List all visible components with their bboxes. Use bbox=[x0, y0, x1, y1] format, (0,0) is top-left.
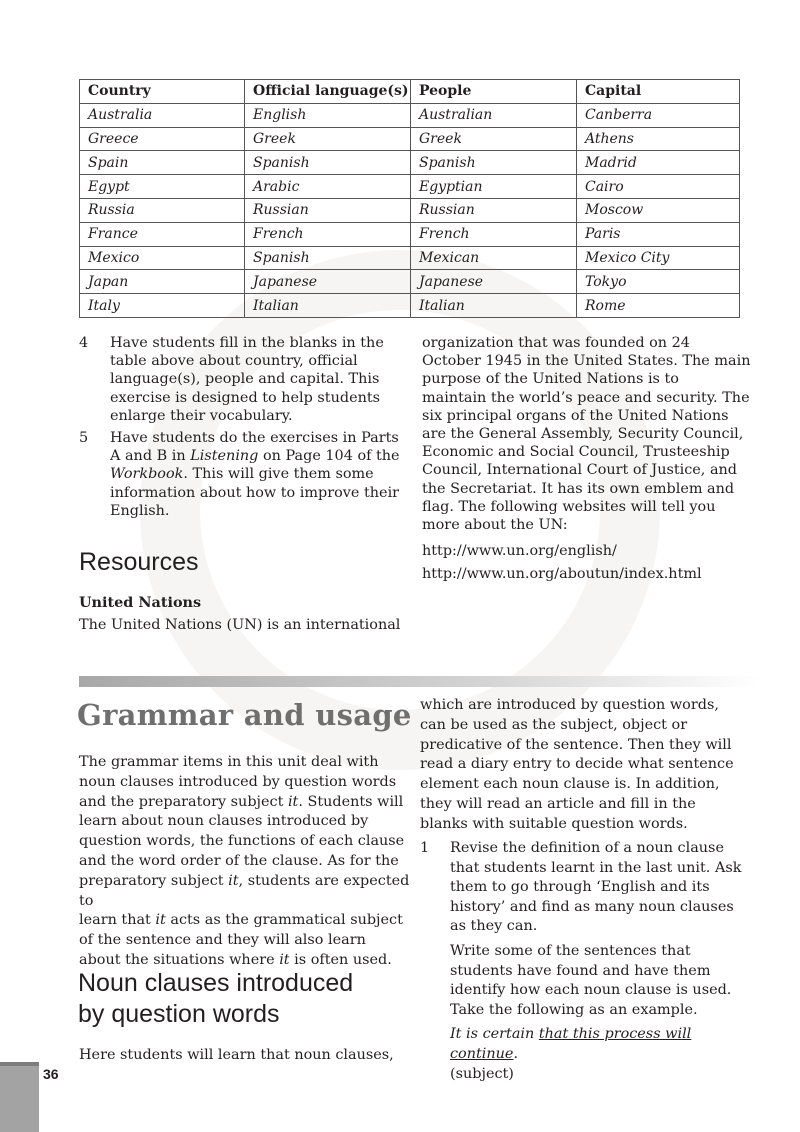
item-line: identify how each noun clause is used. bbox=[450, 982, 732, 999]
table-row bbox=[80, 222, 740, 246]
un-links bbox=[422, 540, 702, 586]
table-cell: Russian bbox=[245, 198, 411, 222]
item-line: as they can. bbox=[450, 918, 538, 935]
table-cell: English bbox=[245, 103, 411, 127]
text-line: read a diary entry to decide what sentence bbox=[420, 756, 734, 773]
table-header-people: People bbox=[411, 80, 577, 104]
table-cell: Italian bbox=[411, 294, 577, 318]
table-cell: Spanish bbox=[411, 151, 577, 175]
table-row bbox=[80, 151, 740, 175]
table-header-capital: Capital bbox=[577, 80, 740, 104]
table-cell: Japanese bbox=[245, 270, 411, 294]
table-cell: Japanese bbox=[411, 270, 577, 294]
table-cell: Japan bbox=[80, 270, 245, 294]
table-header-row bbox=[80, 80, 740, 104]
resources-heading: Resources bbox=[79, 548, 199, 576]
table-cell: Italian bbox=[245, 294, 411, 318]
table-row bbox=[80, 175, 740, 199]
table-cell: Madrid bbox=[577, 151, 740, 175]
united-nations-subheading: United Nations bbox=[79, 594, 202, 611]
un-link-english[interactable]: http://www.un.org/english/ bbox=[422, 543, 617, 559]
table-cell: Australian bbox=[411, 103, 577, 127]
example-sentence: It is certain that this process will continue. bbox=[450, 1026, 692, 1062]
text-line: predicative of the sentence. Then they will bbox=[420, 736, 732, 753]
example-noun-clause: that this process will continue bbox=[450, 1026, 692, 1062]
noun-clauses-heading: Noun clauses introduced by question words bbox=[78, 969, 354, 1028]
text-line: can be used as the subject, object or bbox=[420, 716, 688, 733]
text-line: October 1945 in the United States. The main bbox=[422, 353, 751, 370]
text-line: question words, the functions of each clause bbox=[79, 833, 405, 850]
grammar-right-text bbox=[420, 696, 755, 835]
text-line: maintain the world’s peace and security. The bbox=[422, 389, 750, 406]
item-number: 1 bbox=[420, 840, 430, 856]
table-cell: Egypt bbox=[80, 175, 245, 199]
table-cell: Arabic bbox=[245, 175, 411, 199]
text-line: they will read an article and fill in the bbox=[420, 795, 696, 812]
table-cell: Spanish bbox=[245, 246, 411, 270]
page-tab-top-edge bbox=[0, 1062, 39, 1066]
item-number: 5 bbox=[79, 430, 89, 446]
table-row bbox=[80, 198, 740, 222]
text-line: The grammar items in this unit deal with bbox=[79, 754, 379, 770]
workbook-title: Workbook bbox=[110, 466, 184, 483]
table-cell: Greece bbox=[80, 127, 245, 151]
table-cell: Moscow bbox=[577, 198, 740, 222]
table-cell: Spanish bbox=[245, 151, 411, 175]
item-line: enlarge their vocabulary. bbox=[110, 407, 293, 424]
text-line: more about the UN: bbox=[422, 517, 568, 534]
table-cell: Australia bbox=[80, 103, 245, 127]
table-cell: French bbox=[245, 222, 411, 246]
item-line: them to go through ‘English and its bbox=[450, 879, 710, 896]
item-line: students have found and have them bbox=[450, 962, 711, 979]
table-cell: Greek bbox=[245, 127, 411, 151]
text-line: learn that it acts as the grammatical subject bbox=[79, 912, 403, 929]
noun-clauses-intro: Here students will learn that noun clauses, bbox=[79, 1047, 394, 1063]
table-cell: Greek bbox=[411, 127, 577, 151]
table-row bbox=[80, 103, 740, 127]
text-line: are the General Assembly, Security Council, bbox=[422, 426, 744, 443]
page-tab bbox=[0, 1066, 39, 1132]
table-cell: Paris bbox=[577, 222, 740, 246]
table-cell: Cairo bbox=[577, 175, 740, 199]
table-cell: Mexico bbox=[80, 246, 245, 270]
table-cell: Canberra bbox=[577, 103, 740, 127]
table-cell: Spain bbox=[80, 151, 245, 175]
text-line: Council, International Court of Justice, and bbox=[422, 462, 738, 479]
text-line: noun clauses introduced by question words bbox=[79, 773, 397, 790]
instruction-item-4 bbox=[79, 334, 401, 425]
text-line: the Secretariat. It has its own emblem and bbox=[422, 480, 735, 497]
table-cell: Egyptian bbox=[411, 175, 577, 199]
item-line: that students learnt in the last unit. Ask bbox=[450, 859, 742, 876]
text-line: flag. The following websites will tell you bbox=[422, 498, 716, 515]
table-cell: France bbox=[80, 222, 245, 246]
text-line: about the situations where it is often used. bbox=[79, 951, 392, 968]
text-line: and the preparatory subject it. Students will bbox=[79, 793, 404, 810]
table-cell: French bbox=[411, 222, 577, 246]
table-cell: Russian bbox=[411, 198, 577, 222]
text-line: of the sentence and they will also learn bbox=[79, 932, 366, 949]
text-line: Economic and Social Council, Trusteeship bbox=[422, 444, 730, 461]
listening-title: Listening bbox=[190, 448, 259, 465]
item-line: history’ and find as many noun clauses bbox=[450, 898, 734, 915]
instruction-item-5 bbox=[79, 429, 401, 520]
table-cell: Mexican bbox=[411, 246, 577, 270]
item-line: Take the following as an example. bbox=[450, 1001, 698, 1018]
table-cell: Athens bbox=[577, 127, 740, 151]
item-number: 4 bbox=[79, 335, 89, 351]
country-language-table bbox=[79, 79, 740, 318]
table-cell: Italy bbox=[80, 294, 245, 318]
item-line: Write some of the sentences that bbox=[450, 942, 691, 959]
text-line: six principal organs of the United Nations bbox=[422, 407, 729, 424]
item-line: Have students fill in the blanks in the bbox=[110, 335, 384, 351]
table-cell: Tokyo bbox=[577, 270, 740, 294]
item-line: information about how to improve their bbox=[110, 484, 400, 501]
un-description bbox=[422, 334, 752, 534]
item-line: Workbook. This will give them some bbox=[110, 466, 374, 483]
table-cell: Rome bbox=[577, 294, 740, 318]
text-line: blanks with suitable question words. bbox=[420, 815, 688, 832]
text-line: organization that was founded on 24 bbox=[422, 335, 690, 351]
item-line: Revise the definition of a noun clause bbox=[450, 840, 724, 856]
item-line: A and B in Listening on Page 104 of the bbox=[110, 448, 400, 465]
item-line: Have students do the exercises in Parts bbox=[110, 430, 399, 446]
grammar-intro bbox=[79, 753, 414, 971]
un-link-aboutun[interactable]: http://www.un.org/aboutun/index.html bbox=[422, 566, 702, 582]
item-line: table above about country, official bbox=[110, 353, 358, 370]
text-line: preparatory subject it, students are expected to bbox=[79, 872, 410, 909]
page-number: 36 bbox=[43, 1066, 59, 1082]
table-cell: Russia bbox=[80, 198, 245, 222]
table-row bbox=[80, 127, 740, 151]
table-row bbox=[80, 270, 740, 294]
grammar-and-usage-title: Grammar and usage bbox=[77, 698, 412, 732]
table-cell: Mexico City bbox=[577, 246, 740, 270]
item-line: English. bbox=[110, 502, 170, 519]
text-line: purpose of the United Nations is to bbox=[422, 371, 679, 388]
grammar-item-1 bbox=[420, 839, 760, 1084]
item-line: exercise is designed to help students bbox=[110, 389, 381, 406]
text-line: and the word order of the clause. As for the bbox=[79, 852, 399, 869]
table-row bbox=[80, 294, 740, 318]
table-header-country: Country bbox=[80, 80, 245, 104]
example-note: (subject) bbox=[450, 1065, 514, 1082]
item-line: language(s), people and capital. This bbox=[110, 371, 380, 388]
text-line: element each noun clause is. In addition, bbox=[420, 776, 720, 793]
table-row bbox=[80, 246, 740, 270]
table-header-language: Official language(s) bbox=[245, 80, 411, 104]
text-line: learn about noun clauses introduced by bbox=[79, 813, 369, 830]
section-divider-bar bbox=[79, 676, 759, 687]
resources-intro-text: The United Nations (UN) is an international bbox=[79, 617, 401, 633]
text-line: which are introduced by question words, bbox=[420, 697, 719, 713]
